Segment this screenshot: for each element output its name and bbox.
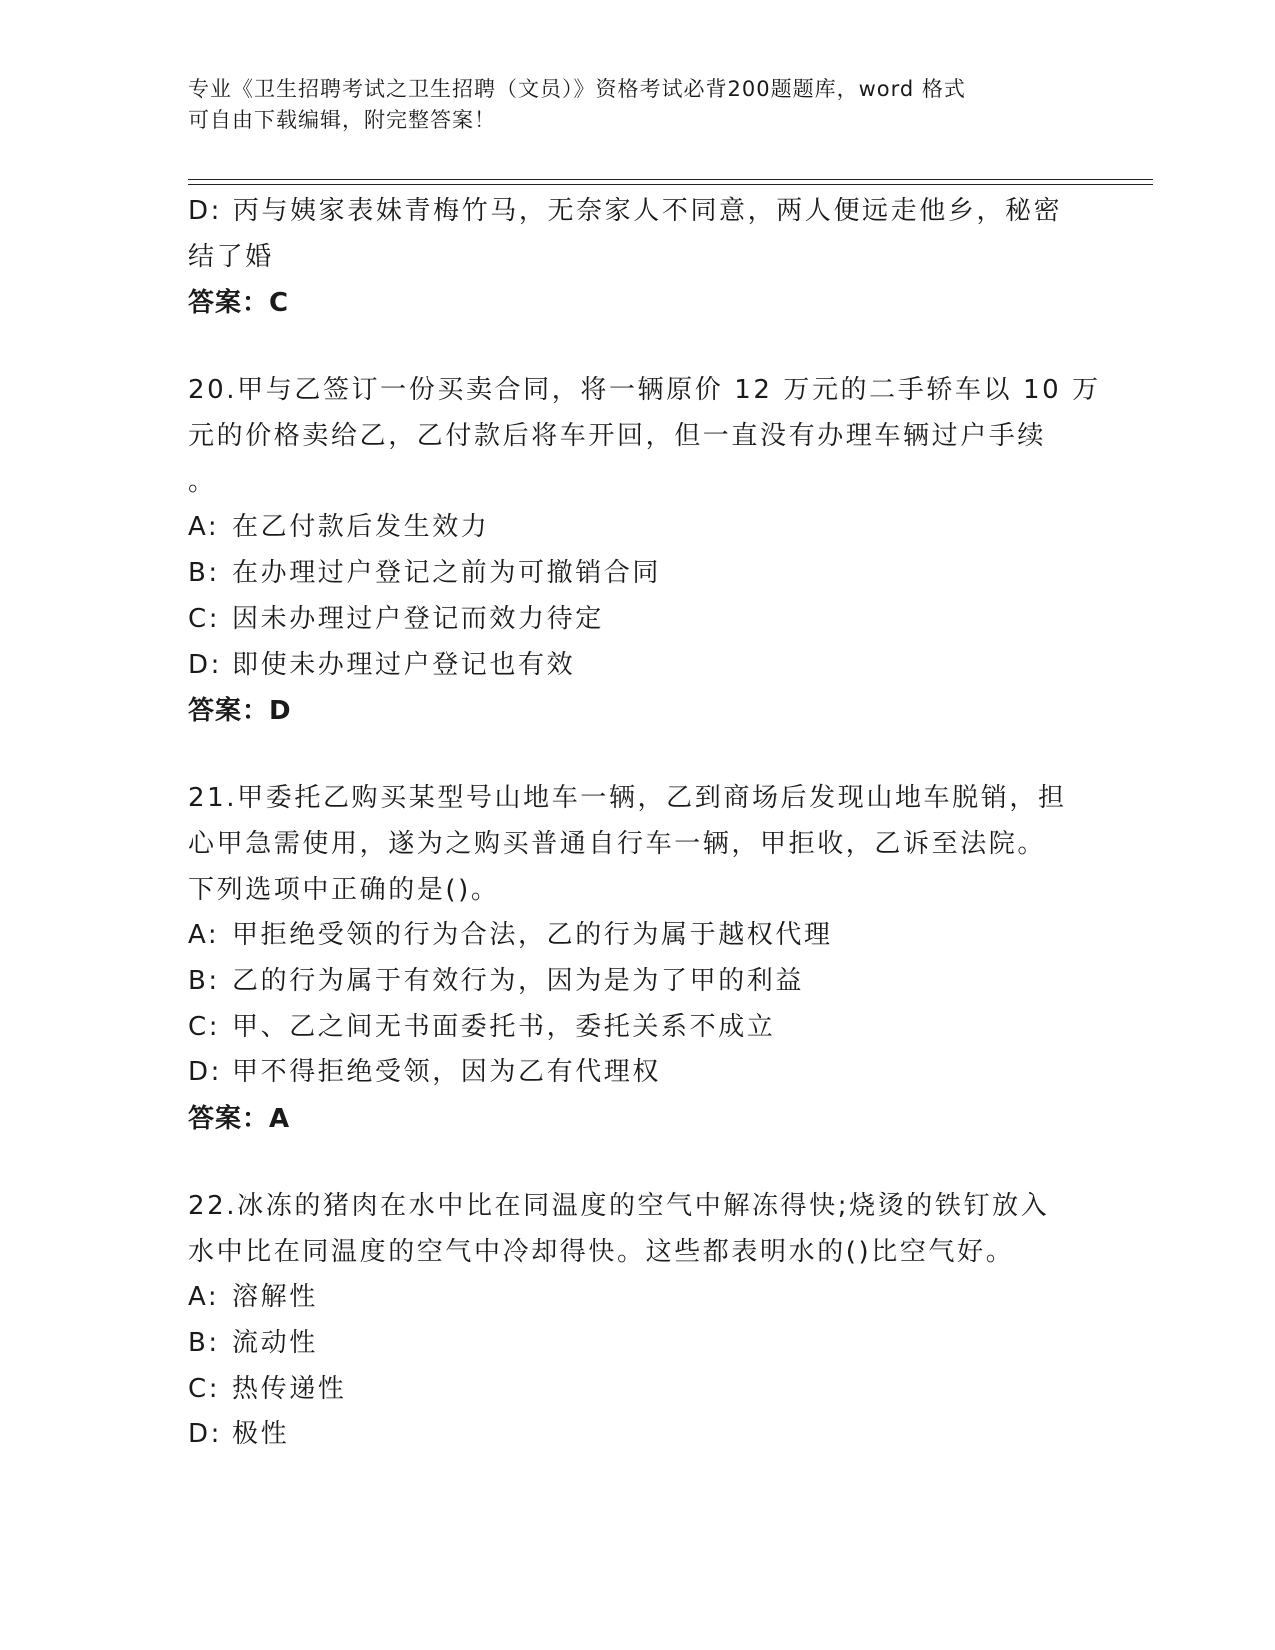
question-stem-line: 元的价格卖给乙，乙付款后将车开回，但一直没有办理车辆过户手续	[188, 421, 1047, 452]
option-label: D:	[188, 1057, 222, 1088]
prev-question-tail	[188, 189, 1088, 326]
option-text: 甲拒绝受领的行为合法，乙的行为属于越权代理	[232, 920, 833, 951]
answer-line: 答案：C	[188, 288, 290, 319]
option-a	[188, 913, 1088, 959]
option-label: A:	[188, 1282, 220, 1313]
document-body	[188, 189, 1101, 1458]
option-text: 在乙付款后发生效力	[232, 512, 490, 543]
option-label: B:	[188, 1328, 220, 1359]
spacer	[188, 734, 1088, 776]
option-text: 极性	[232, 1419, 290, 1450]
option-label: C:	[188, 1011, 221, 1042]
option-label: C:	[188, 1373, 221, 1404]
option-label: A:	[188, 512, 220, 543]
question-stem-line: 水中比在同温度的空气中冷却得快。这些都表明水的()比空气好。	[188, 1236, 1015, 1267]
question-stem-line: 20.甲与乙签订一份买卖合同，将一辆原价 12 万元的二手轿车以 10 万	[188, 375, 1101, 406]
option-a	[188, 1275, 1088, 1321]
spacer	[188, 1142, 1088, 1184]
option-text: 流动性	[232, 1328, 318, 1359]
question-21	[188, 776, 1088, 1142]
option-text: 在办理过户登记之前为可撤销合同	[232, 558, 662, 589]
option-text: 甲、乙之间无书面委托书，委托关系不成立	[232, 1011, 776, 1042]
option-b	[188, 959, 1088, 1005]
option-text: 即使未办理过户登记也有效	[232, 649, 576, 680]
question-20	[188, 368, 1101, 734]
option-d	[188, 1050, 1088, 1096]
spacer	[188, 326, 1088, 368]
option-text: 乙的行为属于有效行为，因为是为了甲的利益	[232, 965, 805, 996]
answer-line: 答案：D	[188, 696, 292, 727]
option-d	[188, 1412, 1088, 1458]
option-b	[188, 551, 1088, 597]
header-rule-bottom	[188, 184, 1153, 185]
option-label: D:	[188, 649, 222, 680]
header-line-2: 可自由下载编辑，附完整答案！	[188, 108, 496, 132]
option-text: 溶解性	[232, 1282, 318, 1313]
header-rule-top	[188, 179, 1153, 180]
option-label: D:	[188, 1419, 222, 1450]
option-text: 热传递性	[232, 1373, 347, 1404]
header-line-1: 专业《卫生招聘考试之卫生招聘（文员）》资格考试必背200题题库，word 格式	[188, 77, 966, 101]
question-stem-line: 心甲急需使用，遂为之购买普通自行车一辆，甲拒收，乙诉至法院。	[188, 828, 1047, 859]
question-stem-line: 22.冰冻的猪肉在水中比在同温度的空气中解冻得快;烧烫的铁钉放入	[188, 1191, 1050, 1221]
option-b	[188, 1321, 1088, 1367]
option-d-line-2: 结了婚	[188, 241, 274, 272]
option-label: B:	[188, 558, 220, 589]
option-label: A:	[188, 920, 220, 951]
question-stem-line: 下列选项中正确的是()。	[188, 874, 500, 905]
option-text: 甲不得拒绝受领，因为乙有代理权	[232, 1057, 662, 1088]
option-c	[188, 1005, 1088, 1051]
option-a	[188, 505, 1088, 551]
document-header	[188, 74, 1068, 136]
question-stem-line: 21.甲委托乙购买某型号山地车一辆，乙到商场后发现山地车脱销，担	[188, 783, 1067, 814]
question-stem-line: 。	[188, 466, 217, 497]
option-d	[188, 643, 1088, 689]
option-d-line-1: D: 丙与姨家表妹青梅竹马，无奈家人不同意，两人便远走他乡，秘密	[188, 196, 1063, 226]
option-c	[188, 597, 1088, 643]
option-text: 因未办理过户登记而效力待定	[232, 603, 604, 634]
answer-line: 答案：A	[188, 1104, 291, 1134]
option-label: B:	[188, 965, 220, 996]
question-22	[188, 1184, 1088, 1458]
option-c	[188, 1367, 1088, 1413]
option-label: C:	[188, 603, 221, 634]
